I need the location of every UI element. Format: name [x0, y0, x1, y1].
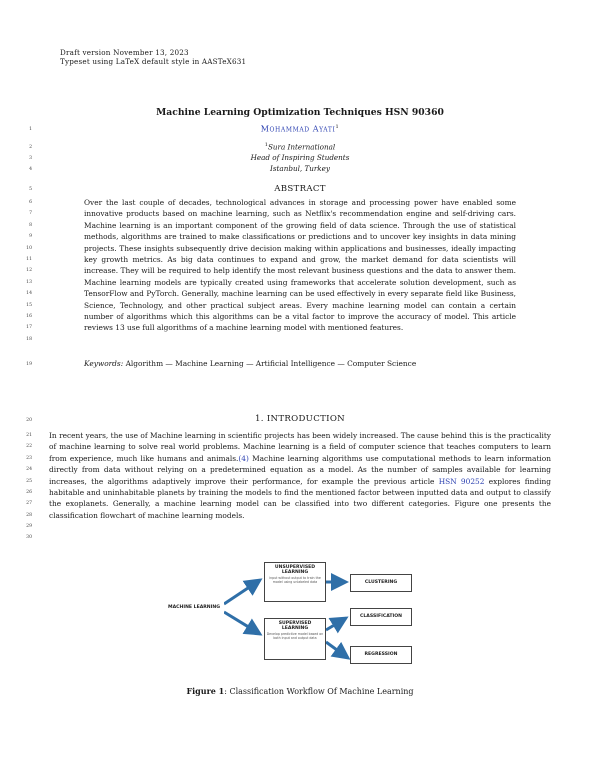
arrow-supervised-to-regression — [326, 642, 348, 658]
node-supervised — [264, 618, 326, 660]
keywords-text: Algorithm — Machine Learning — Artificial Intelligence — Computer Science — [125, 359, 417, 368]
line-number: 4 — [29, 167, 32, 172]
affiliation-3: Istanbul, Turkey — [270, 164, 330, 173]
node-supervised-desc: Develop predictive model based on both input and output data — [266, 632, 324, 640]
line-number: 29 — [26, 524, 32, 529]
intro-text-c: explores finding habitable and uninhabitable planets by training the models to find the mentioned factor between inputted data and output to classify the exoplanets. Generally, a machine learning model can be classified into two different categories. Figure one presents the classification flowchart of machine learning models. — [49, 476, 552, 520]
line-number: 22 — [26, 444, 32, 449]
line-number: 10 — [26, 246, 32, 251]
figure-1-flowchart — [160, 558, 420, 680]
node-classification: CLASSIFICATION — [350, 608, 412, 626]
paper-title: Machine Learning Optimization Techniques HSN 90360 — [156, 107, 444, 118]
node-unsupervised-desc: input without output to train the model using unlabeled data — [269, 576, 321, 584]
node-unsupervised-label: UNSUPERVISED LEARNING — [274, 565, 316, 575]
line-number: 14 — [26, 291, 32, 296]
keywords-label: Keywords: — [84, 359, 124, 368]
line-number: 26 — [26, 490, 32, 495]
line-number: 7 — [29, 211, 32, 216]
abstract-heading: ABSTRACT — [274, 184, 326, 194]
node-unsupervised — [264, 562, 326, 602]
node-clustering: CLUSTERING — [350, 574, 412, 592]
line-number: 28 — [26, 513, 32, 518]
line-number: 19 — [26, 362, 32, 367]
author-name[interactable]: Mohammad Ayati — [260, 124, 336, 134]
line-number: 30 — [26, 535, 32, 540]
draft-version: Draft version November 13, 2023 — [60, 48, 189, 57]
line-number: 17 — [26, 325, 32, 330]
line-number: 21 — [26, 433, 32, 438]
node-machine-learning: MACHINE LEARNING — [164, 601, 224, 615]
line-number: 24 — [26, 467, 32, 472]
line-number: 5 — [29, 187, 32, 192]
arrow-root-to-supervised — [224, 612, 260, 634]
line-number: 23 — [26, 456, 32, 461]
line-number: 15 — [26, 303, 32, 308]
line-number: 6 — [29, 200, 32, 205]
hsn-link[interactable]: HSN 90252 — [438, 476, 485, 486]
line-number: 9 — [29, 234, 32, 239]
figure-caption — [0, 686, 600, 696]
node-regression: REGRESSION — [350, 646, 412, 664]
typeset-note: Typeset using LaTeX default style in AASTeX631 — [60, 57, 247, 66]
line-number: 12 — [26, 268, 32, 273]
intro-text-a: In recent years, the use of Machine learning in scientific projects has been widely increased. The cause behind this is the practicality of machine learning to solve real world problems. Machine learning is a field of computer science that teaches computers to learn from experience, much like humans and animals. — [49, 431, 551, 463]
affiliation-1 — [0, 142, 600, 151]
affiliation-2: Head of Inspiring Students — [250, 153, 350, 162]
line-number: 25 — [26, 479, 32, 484]
intro-body — [49, 430, 551, 521]
intro-text-b: Machine learning algorithms use computational methods to learn information directly from data without relying on a predetermined equation as a model. As the number of samples available for learning increases, the algorithms adaptively improve their performance, for example the previous article — [49, 453, 551, 486]
line-number: 18 — [26, 337, 32, 342]
line-number: 16 — [26, 314, 32, 319]
citation-link[interactable]: (4) — [238, 453, 249, 463]
affiliation-sup: 1 — [264, 142, 268, 148]
caption-label: Figure 1 — [186, 686, 225, 696]
abstract-body: Over the last couple of decades, technological advances in storage and processing power have enabled some innovative products based on machine learning, such as Netflix's recommendation engine and self-driving cars. Machine learning is an important component of the growing field of data science. Through the use of statistical methods, algorithms are trained to make classifications or predictions and to uncover key insights in data mining projects. These insights subsequently drive decision making within applications and businesses, ideally impacting key growth metrics. As big data continues to expand and grow, the market demand for data scientists will increase. They will be required to help identify the most relevant business questions and the data to answer them. Machine learning models are typically created using frameworks that accelerate solution development, such as TensorFlow and PyTorch. Generally, machine learning can be used effectively in every separate field like Business, Science, Technology, and other practical subject areas. Every machine learning model can contain a certain number of algorithms which this algorithms can be a vital factor to improve the accuracy of model. This article reviews 13 use full algorithms of a machine learning model with mentioned features. — [84, 198, 516, 333]
line-number: 20 — [26, 418, 32, 423]
line-number: 13 — [26, 280, 32, 285]
author-sup: 1 — [335, 124, 340, 130]
arrow-supervised-to-classification — [326, 618, 346, 630]
arrow-root-to-unsupervised — [224, 580, 260, 604]
line-number: 2 — [29, 145, 32, 150]
keywords — [84, 359, 416, 368]
author-line — [0, 124, 600, 134]
node-supervised-label: SUPERVISED LEARNING — [278, 621, 312, 631]
caption-text: : Classification Workflow Of Machine Learning — [224, 687, 414, 696]
draft-header — [60, 48, 246, 66]
line-number: 11 — [26, 257, 32, 262]
line-number: 1 — [29, 127, 32, 132]
intro-heading: 1. INTRODUCTION — [255, 414, 345, 424]
line-number: 8 — [29, 223, 32, 228]
affiliation-1-text: Sura International — [267, 142, 336, 152]
line-number: 3 — [29, 156, 32, 161]
line-number: 27 — [26, 501, 32, 506]
